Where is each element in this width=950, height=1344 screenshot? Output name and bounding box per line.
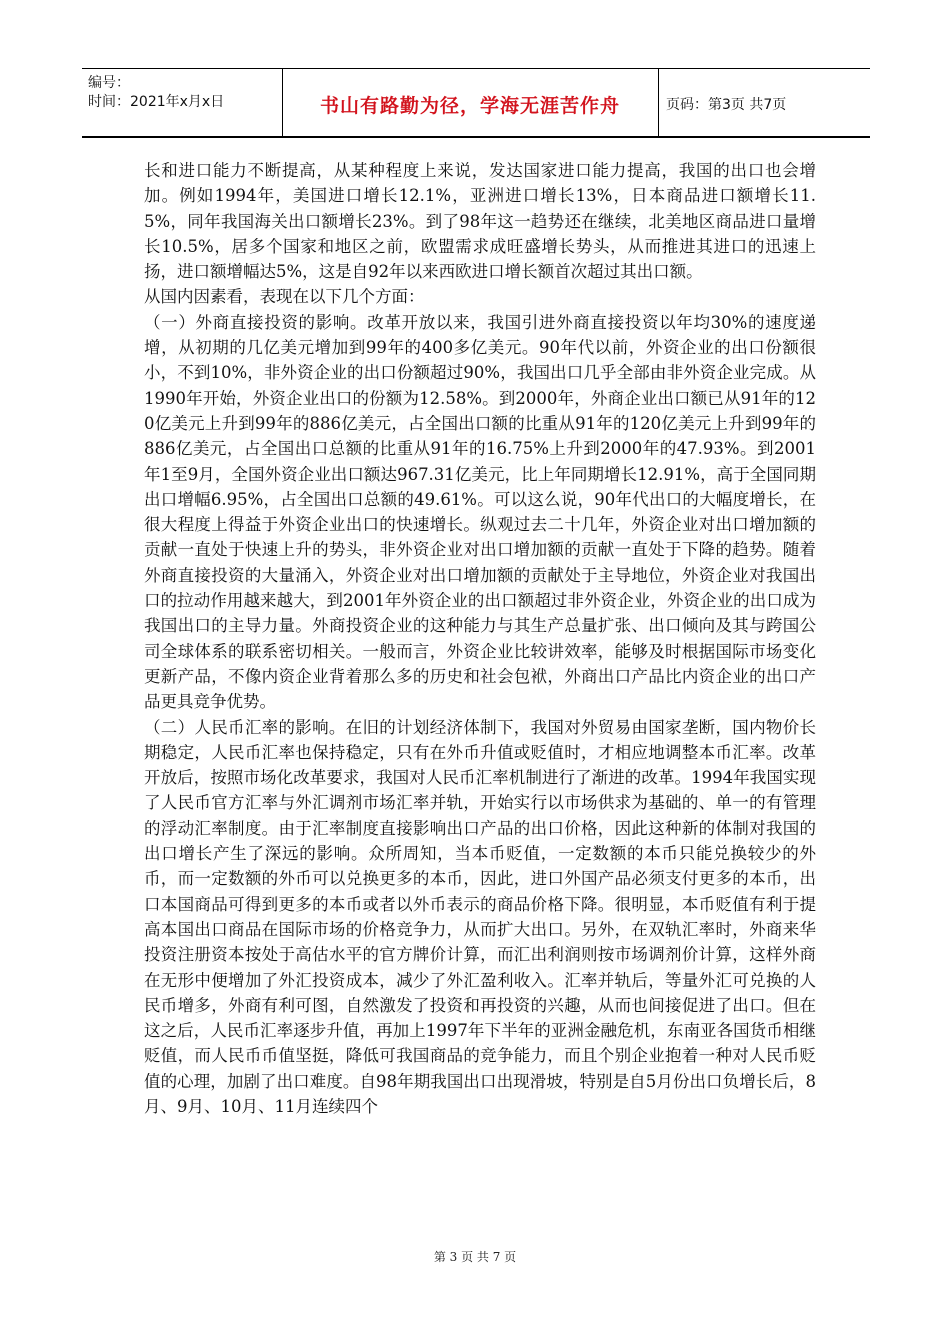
header-motto: 书山有路勤为径，学海无涯苦作舟	[319, 95, 620, 117]
header-motto-cell	[282, 69, 659, 136]
header-meta-cell	[82, 69, 283, 136]
paragraph-continuation: 长和进口能力不断提高，从某种程度上来说，发达国家进口能力提高，我国的出口也会增加。例如1994年，美国进口增长12.1%，亚洲进口增长13%，日本商品进口额增长11.5%，同年我国海关出口额增长23%。到了98年这一趋势还在继续，北美地区商品进口量增长10.5%，居多个国家和地区之前，欧盟需求成旺盛增长势头，从而推进其进口的迅速上扬，进口额增幅达5%，这是自92年以来西欧进口增长额首次超过其出口额。	[144, 161, 816, 282]
header-page-cell	[658, 69, 870, 136]
paragraph-domestic-factors: 从国内因素看，表现在以下几个方面：	[144, 287, 425, 307]
header-page-info: 页码：第3页 共7页	[666, 97, 787, 113]
paragraph-exchange-rate: （二）人民币汇率的影响。在旧的计划经济体制下，我国对外贸易由国家垄断，国内物价长期稳定，人民币汇率也保持稳定，只有在外币升值或贬值时，才相应地调整本币汇率。改革开放后，按照市场化改革要求，我国对人民币汇率机制进行了渐进的改革。1994年我国实现了人民币官方汇率与外汇调剂市场汇率并轨，开始实行以市场供求为基础的、单一的有管理的浮动汇率制度。由于汇率制度直接影响出口产品的出口价格，因此这种新的体制对我国的出口增长产生了深远的影响。众所周知，当本币贬值，一定数额的本币只能兑换较少的外币，而一定数额的外币可以兑换更多的本币，因此，进口外国产品必须支付更多的本币，出口本国商品可得到更多的本币或者以外币表示的商品价格下降。很明显，本币贬值有利于提高本国出口商品在国际市场的价格竞争力，从而扩大出口。另外，在双轨汇率时，外商来华投资注册资本按处于高估水平的官方牌价计算，而汇出利润则按市场调剂价计算，这样外商在无形中便增加了外汇投资成本，减少了外汇盈利收入。汇率并轨后，等量外汇可兑换的人民币增多，外商有利可图，自然激发了投资和再投资的兴趣，从而也间接促进了出口。但在这之后，人民币汇率逐步升值，再加上1997年下半年的亚洲金融危机，东南亚各国货币相继贬值，而人民币币值坚挺，降低可我国商品的竞争能力，而且个别企业抱着一种对人民币贬值的心理，加剧了出口难度。自98年期我国出口出现滑坡，特别是自5月份出口负增长后，8月、9月、10月、11月连续四个	[144, 717, 816, 1116]
page-header	[82, 68, 870, 138]
document-date-label: 时间：2021年x月x日	[88, 94, 225, 110]
paragraph-foreign-investment: （一）外商直接投资的影响。改革开放以来，我国引进外商直接投资以年均30%的速度递增，从初期的几亿美元增加到99年的400多亿美元。90年代以前，外资企业的出口份额很小，不到10%，非外资企业的出口份额超过90%，我国出口几乎全部由非外资企业完成。从1990年开始，外资企业出口的份额为12.58%。到2000年，外商企业出口额已从91年的120亿美元上升到99年的886亿美元，占全国出口额的比重从91年的120亿美元上升到99年的886亿美元，占全国出口总额的比重从91年的16.75%上升到2000年的47.93%。到2001年1至9月，全国外资企业出口额达967.31亿美元，比上年同期增长12.91%，高于全国同期出口增幅6.95%，占全国出口总额的49.61%。可以这么说，90年代出口的大幅度增长，在很大程度上得益于外资企业出口的快速增长。纵观过去二十几年，外资企业对出口增加额的贡献一直处于快速上升的势头，非外资企业对出口增加额的贡献一直处于下降的趋势。随着外商直接投资的大量涌入，外资企业对出口增加额的贡献处于主导地位，外资企业对我国出口的拉动作用越来越大，到2001年外资企业的出口额超过非外资企业，外资企业的出口成为我国出口的主导力量。外商投资企业的这种能力与其生产总量扩张、出口倾向及其与跨国公司全球体系的联系密切相关。一般而言，外资企业比较讲效率，能够及时根据国际市场变化更新产品，不像内资企业背着那么多的历史和社会包袱，外商出口产品比内资企业的出口产品更具竞争优势。	[144, 312, 816, 712]
document-body	[144, 158, 816, 1119]
document-code-label: 编号：	[88, 75, 130, 91]
page-footer: 第 3 页 共 7 页	[433, 1250, 517, 1264]
